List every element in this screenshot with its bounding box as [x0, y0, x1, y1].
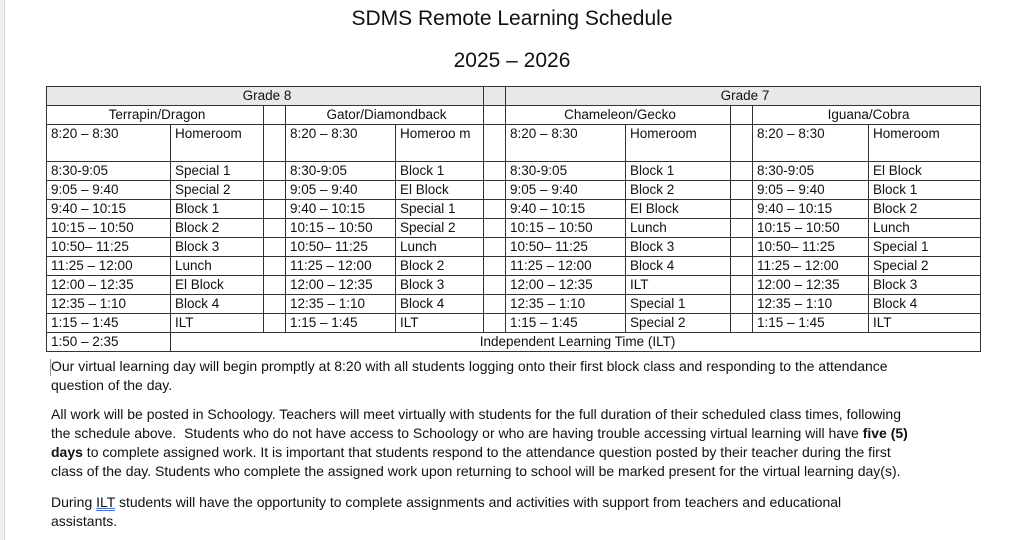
gap-cell: [484, 238, 506, 257]
activity-cell: Block 3: [626, 238, 731, 257]
time-cell: 9:40 – 10:15: [286, 200, 396, 219]
activity-cell: Special 2: [396, 219, 484, 238]
gap-cell: [484, 257, 506, 276]
gap-cell: [484, 314, 506, 333]
time-cell: 9:05 – 9:40: [506, 181, 626, 200]
time-cell: 9:05 – 9:40: [47, 181, 171, 200]
time-cell: 8:30-9:05: [286, 162, 396, 181]
gap-cell: [264, 276, 286, 295]
gap-cell: [731, 106, 753, 125]
time-cell: 11:25 – 12:00: [506, 257, 626, 276]
schedule-row: [47, 125, 981, 162]
time-cell: 8:30-9:05: [506, 162, 626, 181]
schedule-row: [47, 295, 981, 314]
activity-cell: Special 1: [396, 200, 484, 219]
activity-cell: Block 1: [626, 162, 731, 181]
gap-cell: [731, 125, 753, 162]
gap-cell: [731, 257, 753, 276]
gap-cell: [264, 295, 286, 314]
time-cell: 12:35 – 1:10: [47, 295, 171, 314]
schedule-row: [47, 200, 981, 219]
time-cell: 10:15 – 10:50: [753, 219, 869, 238]
gap-cell: [484, 106, 506, 125]
time-cell: 9:40 – 10:15: [506, 200, 626, 219]
team-header: Gator/Diamondback: [286, 106, 484, 125]
activity-cell: Block 1: [171, 200, 264, 219]
team-header: Iguana/Cobra: [753, 106, 981, 125]
time-cell: 9:40 – 10:15: [753, 200, 869, 219]
time-cell: 1:15 – 1:45: [286, 314, 396, 333]
time-cell: 10:50– 11:25: [753, 238, 869, 257]
activity-cell: El Block: [869, 162, 981, 181]
gap-cell: [731, 219, 753, 238]
text-line: [51, 424, 1011, 443]
time-cell: 10:15 – 10:50: [506, 219, 626, 238]
time-cell: 8:20 – 8:30: [47, 125, 171, 162]
text-line: [51, 493, 1011, 512]
gap-cell: [484, 276, 506, 295]
activity-cell: Block 2: [869, 200, 981, 219]
time-cell: 10:50– 11:25: [286, 238, 396, 257]
gap-cell: [731, 295, 753, 314]
document-year: 2025 – 2026: [453, 49, 571, 72]
time-cell: 11:25 – 12:00: [286, 257, 396, 276]
bold-text: five (5): [862, 425, 908, 441]
activity-cell: Homeroom: [171, 125, 264, 162]
time-cell: 12:35 – 1:10: [506, 295, 626, 314]
activity-cell: Special 2: [171, 181, 264, 200]
activity-cell: Lunch: [626, 219, 731, 238]
text-line: Our virtual learning day will begin promptly at 8:20 with all students logging onto their first block class and responding to the attendance: [51, 358, 888, 374]
schedule-row: [47, 162, 981, 181]
bold-text: days: [51, 444, 83, 460]
gap-cell: [484, 219, 506, 238]
text-line: All work will be posted in Schoology. Teachers will meet virtually with students for the full duration of their scheduled class times, following: [51, 406, 901, 422]
time-cell: 11:25 – 12:00: [753, 257, 869, 276]
schedule-row: [47, 181, 981, 200]
time-cell: 1:15 – 1:45: [47, 314, 171, 333]
activity-cell: Special 2: [626, 314, 731, 333]
team-header: Terrapin/Dragon: [47, 106, 264, 125]
text: the schedule above. Students who do not have access to Schoology or who are having trouble accessing virtual learning will have: [51, 425, 863, 441]
activity-cell: Block 1: [396, 162, 484, 181]
gap-cell: [264, 181, 286, 200]
activity-cell: Block 4: [396, 295, 484, 314]
gap-cell: [731, 238, 753, 257]
ilt-spellcheck-word[interactable]: ILT: [96, 494, 116, 510]
time-cell: 8:30-9:05: [47, 162, 171, 181]
gap-cell: [264, 219, 286, 238]
activity-cell: Block 2: [171, 219, 264, 238]
activity-cell: Block 4: [626, 257, 731, 276]
schedule-table: [46, 86, 981, 352]
activity-cell: Block 3: [869, 276, 981, 295]
time-cell: 9:05 – 9:40: [753, 181, 869, 200]
time-cell: 11:25 – 12:00: [47, 257, 171, 276]
schedule-row: [47, 219, 981, 238]
schedule-row-ilt: [47, 333, 981, 352]
text-line: [51, 443, 1011, 462]
time-cell: 1:50 – 2:35: [47, 333, 171, 352]
activity-cell: Homeroo m: [396, 125, 484, 162]
intro-paragraph: [51, 357, 1011, 395]
activity-cell: Special 1: [171, 162, 264, 181]
time-cell: 1:15 – 1:45: [753, 314, 869, 333]
time-cell: 1:15 – 1:45: [506, 314, 626, 333]
text: During: [51, 494, 97, 510]
gap-cell: [264, 125, 286, 162]
gap-cell: [484, 181, 506, 200]
time-cell: 10:15 – 10:50: [286, 219, 396, 238]
gap-cell: [264, 257, 286, 276]
work-paragraph: [51, 405, 1011, 481]
activity-cell: Block 3: [396, 276, 484, 295]
time-cell: 12:00 – 12:35: [286, 276, 396, 295]
activity-cell: Special 2: [869, 257, 981, 276]
grade-8-header: Grade 8: [47, 87, 484, 106]
schedule-row: [47, 257, 981, 276]
activity-cell: Lunch: [396, 238, 484, 257]
time-cell: 8:20 – 8:30: [286, 125, 396, 162]
schedule-row: [47, 276, 981, 295]
activity-cell: Homeroom: [869, 125, 981, 162]
grade-7-header: Grade 7: [506, 87, 981, 106]
time-cell: 10:15 – 10:50: [47, 219, 171, 238]
text-line: class of the day. Students who complete the assigned work upon returning to school will be marked present for the virtual learning day(s).: [51, 463, 901, 479]
ilt-paragraph: [51, 493, 1011, 531]
gap-cell: [484, 295, 506, 314]
activity-cell: Block 2: [396, 257, 484, 276]
activity-cell: Homeroom: [626, 125, 731, 162]
time-cell: 10:50– 11:25: [47, 238, 171, 257]
text-line: assistants.: [51, 513, 118, 529]
time-cell: 10:50– 11:25: [506, 238, 626, 257]
activity-cell: El Block: [171, 276, 264, 295]
ilt-cell: Independent Learning Time (ILT): [171, 333, 981, 352]
activity-cell: Lunch: [171, 257, 264, 276]
gap-cell: [484, 200, 506, 219]
time-cell: 12:35 – 1:10: [286, 295, 396, 314]
gap-cell: [264, 238, 286, 257]
team-header: Chameleon/Gecko: [506, 106, 731, 125]
time-cell: 12:00 – 12:35: [753, 276, 869, 295]
gap-cell: [731, 276, 753, 295]
activity-cell: El Block: [626, 200, 731, 219]
page-margin: [0, 0, 5, 540]
time-cell: 8:30-9:05: [753, 162, 869, 181]
activity-cell: El Block: [396, 181, 484, 200]
activity-cell: Block 1: [869, 181, 981, 200]
activity-cell: Special 1: [626, 295, 731, 314]
gap-cell: [731, 162, 753, 181]
time-cell: 12:35 – 1:10: [753, 295, 869, 314]
text: students will have the opportunity to complete assignments and activities with support from teachers and educational: [115, 494, 842, 510]
text-line: question of the day.: [51, 377, 173, 393]
time-cell: 9:40 – 10:15: [47, 200, 171, 219]
activity-cell: Block 4: [171, 295, 264, 314]
time-cell: 12:00 – 12:35: [506, 276, 626, 295]
time-cell: 8:20 – 8:30: [506, 125, 626, 162]
document-title: SDMS Remote Learning Schedule: [351, 7, 673, 30]
activity-cell: Lunch: [869, 219, 981, 238]
time-cell: 9:05 – 9:40: [286, 181, 396, 200]
time-cell: 8:20 – 8:30: [753, 125, 869, 162]
gap-cell: [264, 106, 286, 125]
gap-cell: [264, 200, 286, 219]
gap-cell: [484, 162, 506, 181]
gap-cell: [731, 181, 753, 200]
gap-cell: [264, 162, 286, 181]
activity-cell: Block 3: [171, 238, 264, 257]
text: to complete assigned work. It is important that students respond to the attendance question posted by their teacher during the first: [82, 444, 891, 460]
gap-cell: [484, 125, 506, 162]
activity-cell: Block 4: [869, 295, 981, 314]
gap-cell: [731, 200, 753, 219]
gap-cell: [731, 314, 753, 333]
activity-cell: ILT: [869, 314, 981, 333]
schedule-row: [47, 314, 981, 333]
gap-cell: [264, 314, 286, 333]
time-cell: 12:00 – 12:35: [47, 276, 171, 295]
activity-cell: Special 1: [869, 238, 981, 257]
gap-cell: [484, 87, 506, 106]
activity-cell: ILT: [626, 276, 731, 295]
activity-cell: Block 2: [626, 181, 731, 200]
schedule-row: [47, 238, 981, 257]
activity-cell: ILT: [171, 314, 264, 333]
activity-cell: ILT: [396, 314, 484, 333]
